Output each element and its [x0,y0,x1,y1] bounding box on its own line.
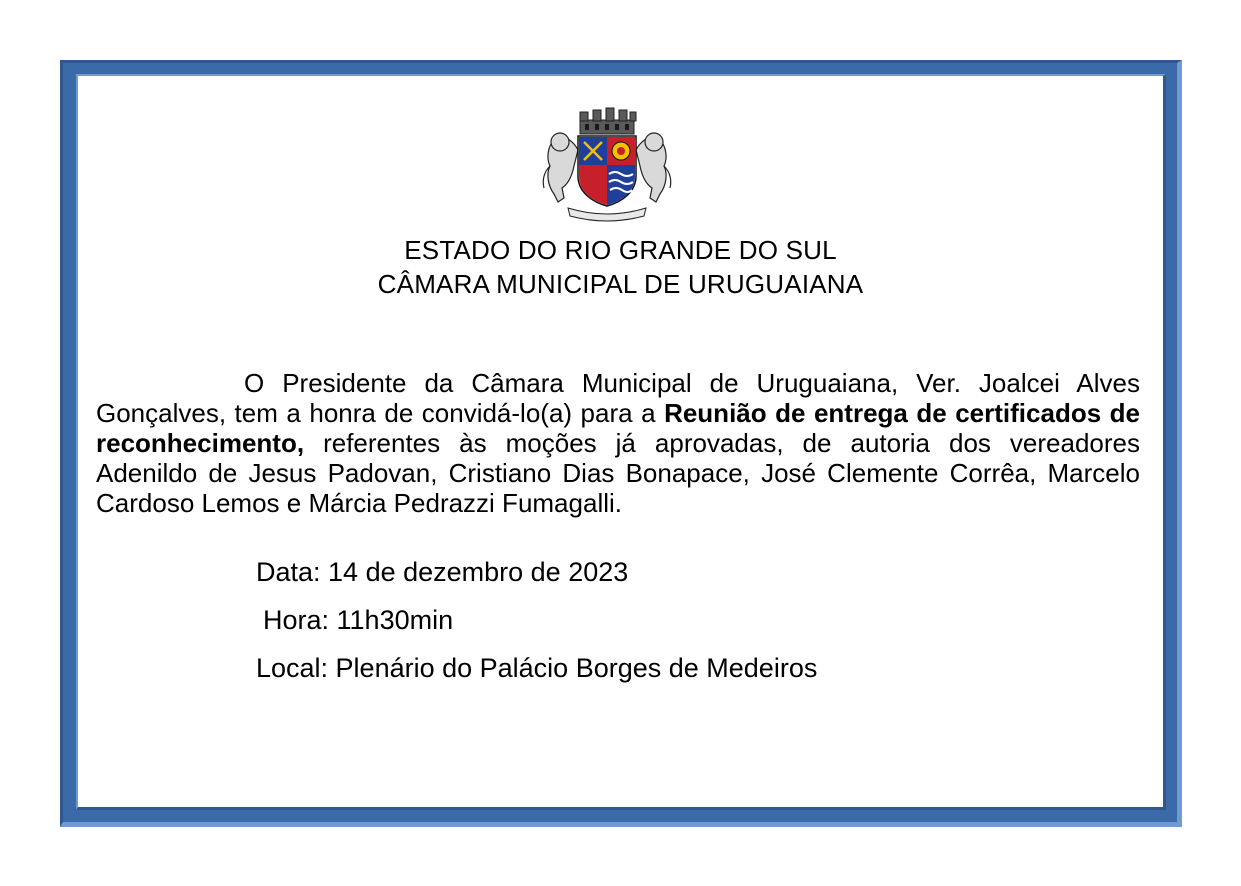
invitation-paragraph [96,368,1140,518]
event-name: Reunião de entrega de certificados de reconhecimento, [96,398,1141,458]
event-date: Data: 14 de dezembro de 2023 [256,557,629,587]
coat-of-arms-icon [540,106,674,222]
invitation-intro: O Presidente da Câmara Municipal de Uruguaiana, Ver. Joalcei Alves Gonçalves, tem a honra de convidá-lo(a) para a [96,368,1140,428]
event-time: Hora: 11h30min [263,605,454,635]
invitation-details: referentes às moções já aprovadas, de autoria dos vereadores Adenildo de Jesus Padovan, Cristiano Dias Bonapace, José Clemente Corrêa, Marcelo Cardoso Lemos e Márcia Pedrazzi Fumagalli. [96,428,1140,518]
state-heading: ESTADO DO RIO GRANDE DO SUL [404,235,837,265]
chamber-heading: CÂMARA MUNICIPAL DE URUGUAIANA [377,269,864,299]
event-location: Local: Plenário do Palácio Borges de Medeiros [256,653,818,683]
